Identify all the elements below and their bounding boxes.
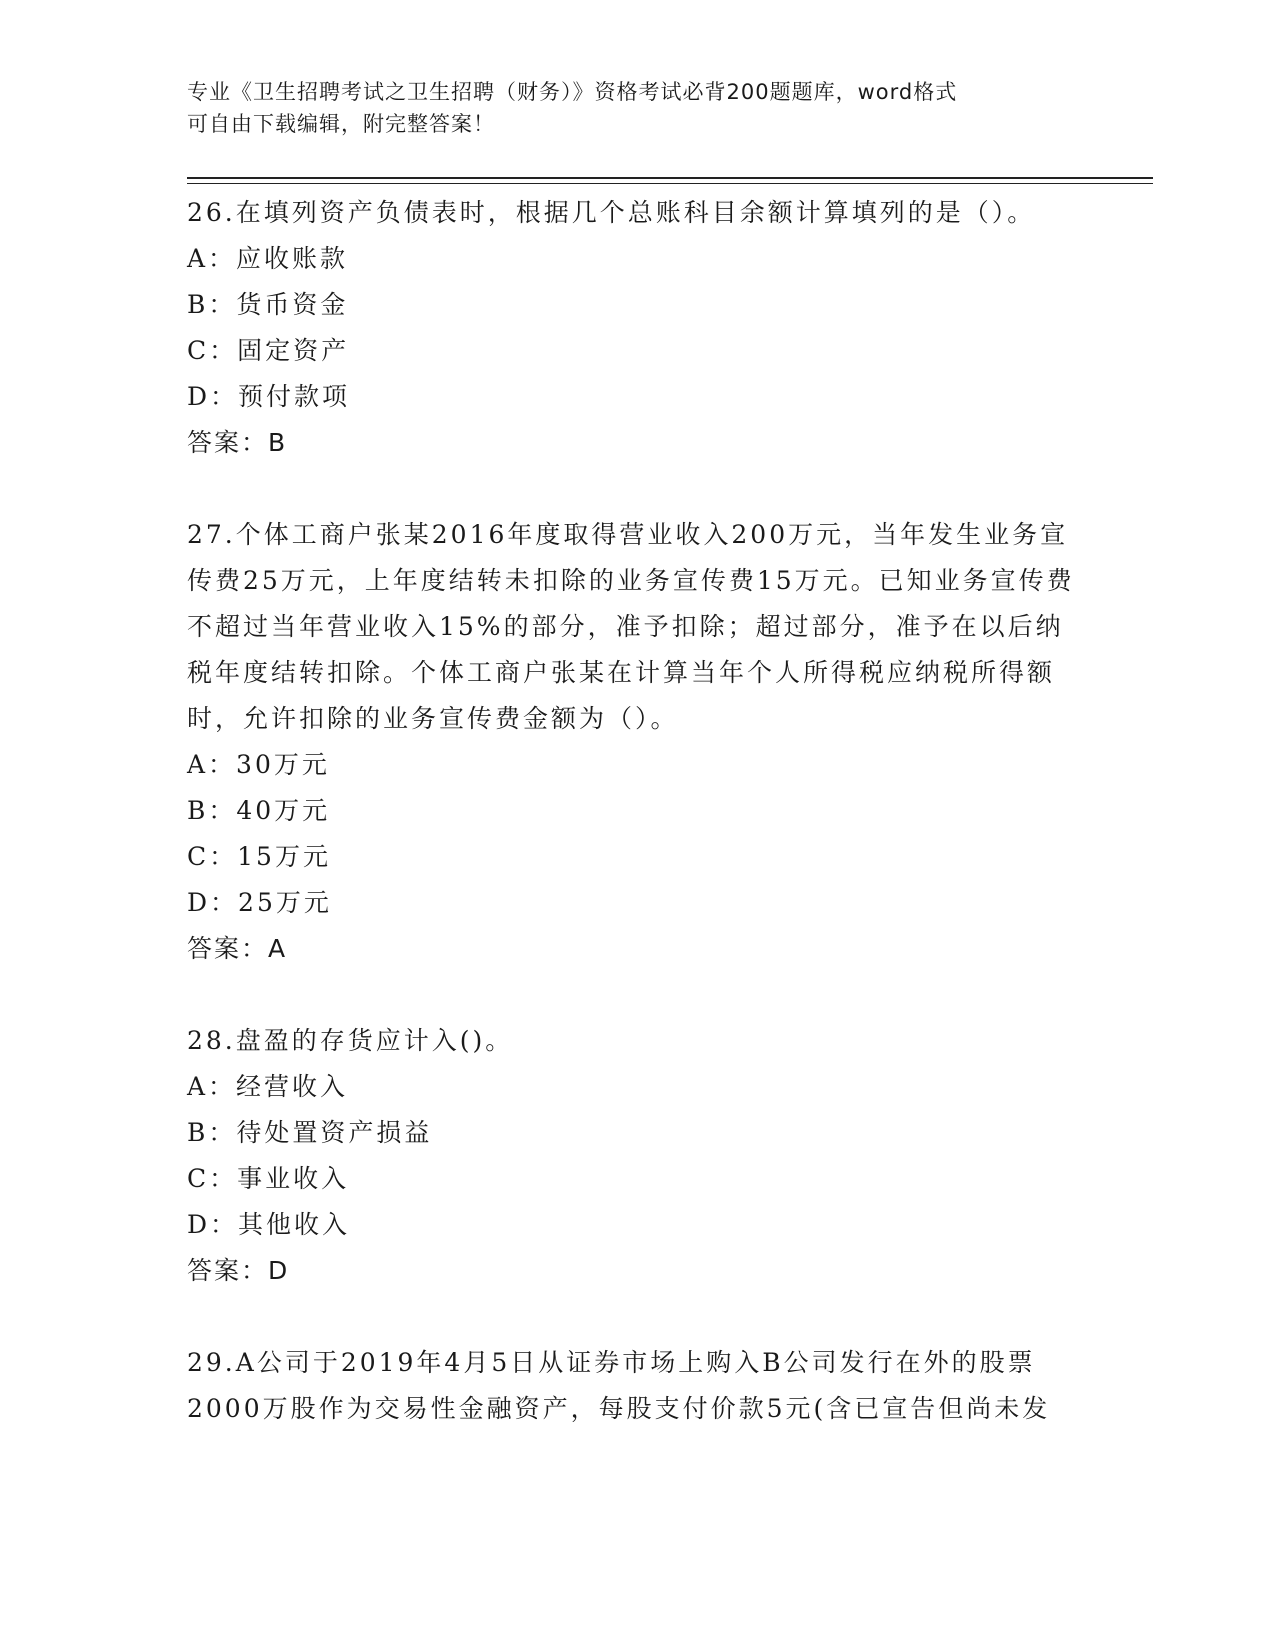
question-27 bbox=[187, 512, 1087, 972]
option-b: B：40万元 bbox=[187, 796, 331, 825]
option-a: A：经营收入 bbox=[187, 1072, 349, 1101]
option-d: D：预付款项 bbox=[187, 382, 351, 411]
question-28 bbox=[187, 1018, 1087, 1294]
option-c: C：固定资产 bbox=[187, 336, 350, 365]
header-divider-thin bbox=[187, 183, 1153, 184]
question-stem: 29.A公司于2019年4月5日从证券市场上购入B公司发行在外的股票2000万股作为交易性金融资产，每股支付价款5元(含已宣告但尚未发 bbox=[187, 1348, 1051, 1423]
option-a: A：应收账款 bbox=[187, 244, 349, 273]
question-26 bbox=[187, 190, 1087, 466]
question-stem: 26.在填列资产负债表时，根据几个总账科目余额计算填列的是（）。 bbox=[187, 198, 1036, 227]
option-a: A：30万元 bbox=[187, 750, 330, 779]
header-line-2: 可自由下载编辑，附完整答案！ bbox=[187, 112, 495, 136]
option-d: D：25万元 bbox=[187, 888, 332, 917]
answer: 答案：D bbox=[187, 1256, 290, 1285]
option-c: C：事业收入 bbox=[187, 1164, 350, 1193]
option-b: B：货币资金 bbox=[187, 290, 349, 319]
question-stem: 28.盘盈的存货应计入()。 bbox=[187, 1026, 514, 1055]
option-c: C：15万元 bbox=[187, 842, 331, 871]
question-stem: 27.个体工商户张某2016年度取得营业收入200万元，当年发生业务宣传费25万元，上年度结转未扣除的业务宣传费15万元。已知业务宣传费不超过当年营业收入15%的部分，准予扣除；超过部分，准予在以后纳税年度结转扣除。个体工商户张某在计算当年个人所得税应纳税所得额时，允许扣除的业务宣传费金额为（）。 bbox=[187, 520, 1075, 733]
question-29 bbox=[187, 1340, 1087, 1432]
document-header bbox=[187, 76, 1087, 140]
header-divider-thick bbox=[187, 177, 1153, 179]
option-b: B：待处置资产损益 bbox=[187, 1118, 433, 1147]
header-line-1: 专业《卫生招聘考试之卫生招聘（财务）》资格考试必背200题题库，word格式 bbox=[187, 80, 958, 104]
option-d: D：其他收入 bbox=[187, 1210, 351, 1239]
answer: 答案：A bbox=[187, 934, 288, 963]
answer: 答案：B bbox=[187, 428, 288, 457]
question-list bbox=[187, 190, 1087, 1478]
